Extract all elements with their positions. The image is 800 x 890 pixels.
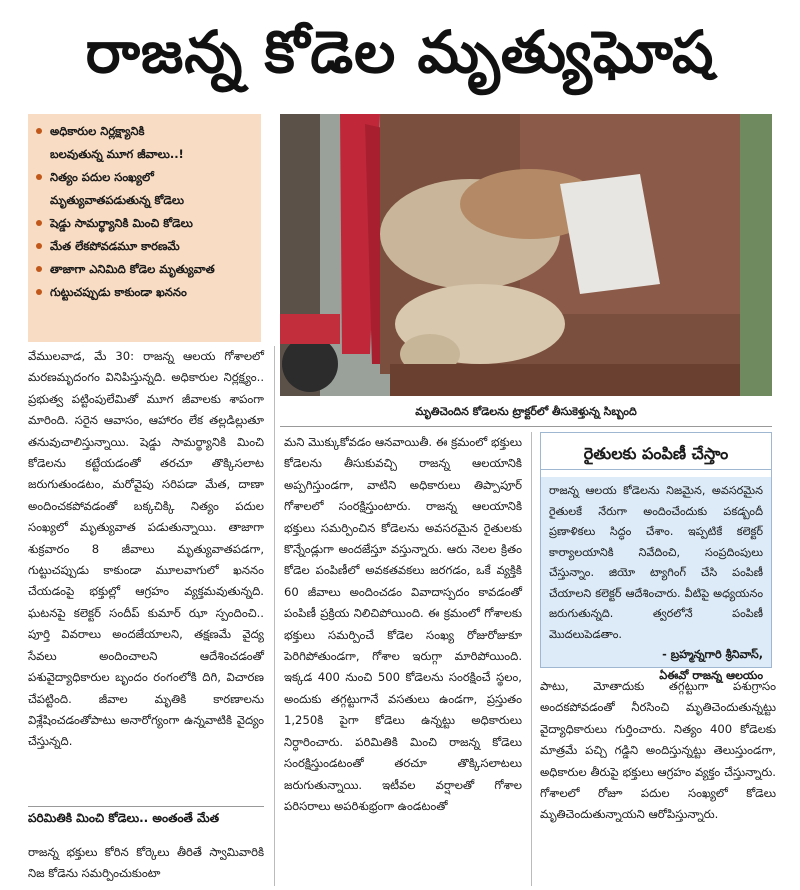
article-paragraph: వేములవాడ, మే 30: రాజన్న ఆలయ గోశాలలో మరణమృదంగం వినిపిస్తున్నది. అధికారుల నిర్లక్ష్యం.. ప్రభుత్వ పట్టింపులేమితో మూగ జీవాలకు శాపంగా మారింది. సరైన ఆవాసం, ఆహారం లేక తల్లడిల్లుతూ తనువుచాలిస్తున్నాయి. షెడ్డు సామర్థ్యానికి మించి కోడెలను కట్టేయడంతో తరచూ తొక్కిసలాట జరుగుతుండటం, మరోవైపు సరిపడా మేత, దాణా అందించకపోవడంతో బక్కచిక్కి నిత్యం పదుల సంఖ్యలో మృత్యువాత పడుతున్నాయి. తాజాగా శుక్రవారం 8 జీవాలు మృత్యువాతపడగా, గుట్టుచప్పుడు కాకుండా మూలవాగులో ఖననం చేయడంపై భక్తుల్లో ఆగ్రహం వ్యక్తమవుతున్నది. ఘటనపై కలెక్టర్ సందీప్ కుమార్ ఝా స్పందించి.. పూర్తి వివరాలు అందజేయాలని, తక్షణమే వైద్య సేవలు అందించాలని ఆదేశించడంతో పశువైద్యాధికారుల బృందం రంగంలోకి దిగి, విచారణ చేపట్టింది. జీవాల మృతికి కారణాలను విశ్లేషించడంతోపాటు అనారోగ్యంగా ఉన్నవాటికి వైద్యం చేస్తున్నది. (28, 349, 264, 749)
bullet-item: తాజాగా ఎనిమిది కోడెల మృత్యువాత (36, 258, 255, 281)
article-paragraph: మని మొక్కుకోవడం ఆనవాయితీ. ఈ క్రమంలో భక్తులు కోడెలను తీసుకువచ్చి రాజన్న ఆలయానికి అప్పగిస్తుండగా, వాటిని అధికారులు తిప్పాపూర్ గోశాలలో సంరక్షిస్తుంటారు. రాజన్న ఆలయానికి భక్తులు సమర్పించిన కోడెలను అవసరమైన రైతులకు కొన్నేండ్లుగా అందజేస్తూ వస్తున్నారు. ఆరు నెలల క్రితం కోడెల పంపిణీలో అవకతవకలు జరగడం, ఒకే వ్యక్తికి 60 జీవాలు అందించడం వివాదాస్పదం కావడంతో పంపిణీ ప్రక్రియ నిలిచిపోయింది. ఈ క్రమంలో గోశాలకు భక్తులు సమర్పించే కోడెల సంఖ్య రోజురోజుకూ పెరిగిపోతుండగా, గోశాల ఇరుగ్గా మారిపోయింది. ఇక్కడ 400 నుంచి 500 కోడెలను సంరక్షించే స్థలం, అందుకు తగ్గట్టుగానే వసతులు ఉండగా, ప్రస్తుతం 1,250కి పైగా కోడెలు ఉన్నట్టు అధికారులు నిర్ధారించారు. పరిమితికి మించి రాజన్న కోడెలు సంరక్షిస్తుండటంతో తరచూ తొక్కిసలాటలు జరుగుతున్నాయి. ఇటీవల వర్షాలతో గోశాల పరిసరాలు అపరిశుభ్రంగా ఉండటంతో (284, 435, 522, 813)
column-divider (274, 346, 275, 886)
quote-signature-title: ఏఈవో రాజన్న ఆలయం (659, 668, 763, 682)
bullet-dot-icon (36, 174, 42, 180)
bullet-dot-icon (36, 128, 42, 134)
article-column-2 (284, 432, 522, 817)
bullet-dot-icon (36, 289, 42, 295)
bullet-dot-icon (36, 266, 42, 272)
article-paragraph: పాటు, మోతాదుకు తగ్గట్టుగా పశుగ్రాసం అందకపోవడంతో నీరసించి మృతిచెందుతున్నట్టు వైద్యాధికారులు గుర్తించారు. నిత్యం 400 కోడెలకు మాత్రమే పచ్చి గడ్డిని అందిస్తున్నట్టు తెలుస్తుండగా, అధికారుల తీరుపై భక్తులు ఆగ్రహం వ్యక్తం చేస్తున్నారు. గోశాలలో రోజూ పదుల సంఖ్యలో కోడెలు మృతిచెందుతున్నాయని ఆరోపిస్తున్నారు. (540, 679, 776, 822)
column-divider (531, 432, 532, 886)
photo-caption: మృతిచెందిన కోడెలను ట్రాక్టర్‌లో తీసుకెళ్తున్న సిబ్బంది (415, 405, 637, 418)
bullet-item: నిత్యం పదుల సంఖ్యలో (36, 166, 255, 189)
bullet-dot-icon (36, 243, 42, 249)
news-photo (280, 114, 772, 396)
highlights-box (28, 114, 261, 342)
article-column-1-continued (28, 842, 264, 885)
bullet-item-continued: బలవుతున్న మూగ జీవాలు..! (50, 147, 184, 161)
caption-rule (280, 426, 772, 427)
bullet-dot-icon (36, 220, 42, 226)
quote-box-title: రైతులకు పంపిణీ చేస్తాం (541, 439, 771, 470)
bullet-item: గుట్టుచప్పుడు కాకుండా ఖననం (36, 281, 255, 304)
bullet-item: అధికారుల నిర్లక్ష్యానికి (36, 120, 255, 143)
headline: రాజన్న కోడెల మృత్యుఘోష (85, 18, 715, 86)
tractor-cattle-photo-icon (280, 114, 772, 396)
article-subheading: పరిమితికి మించి కోడెలు.. అంతంతే మేత (28, 806, 264, 829)
article-column-3 (540, 676, 776, 826)
article-column-1 (28, 346, 264, 753)
quote-text: రాజన్న ఆలయ కోడెలను నిజమైన, అవసరమైన రైతులకే నేరుగా అందించేందుకు పకడ్బందీ ప్రణాళికలు సిద్ధం చేశాం. ఇప్పటికే కలెక్టర్ కార్యాలయానికి నివేదించి, సంప్రదింపులు చేస్తున్నాం. జియో ట్యాగింగ్ చేసి పంపిణీ చేయాలని కలెక్టర్ ఆదేశించారు. వీటిపై అధ్యయనం జరుగుతున్నది. త్వరలోనే పంపిణీ మొదలుపెడతాం. (549, 484, 763, 641)
bullet-item: మేత లేకపోవడమూ కారణమే (36, 235, 255, 258)
quote-signature-name: - బ్రహ్మన్నగారి శ్రీనివాస్, (662, 648, 763, 661)
bullet-item: షెడ్డు సామర్థ్యానికి మించి కోడెలు (36, 212, 255, 235)
article-paragraph: రాజన్న భక్తులు కోరిన కోర్కెలు తీరితే స్వామివారికి నిజ కోడెను సమర్పించుకుంటా (28, 845, 264, 881)
quote-box (540, 432, 772, 682)
quote-box-body (541, 477, 771, 682)
bullet-item-continued: మృత్యువాతపడుతున్న కోడెలు (50, 193, 184, 207)
